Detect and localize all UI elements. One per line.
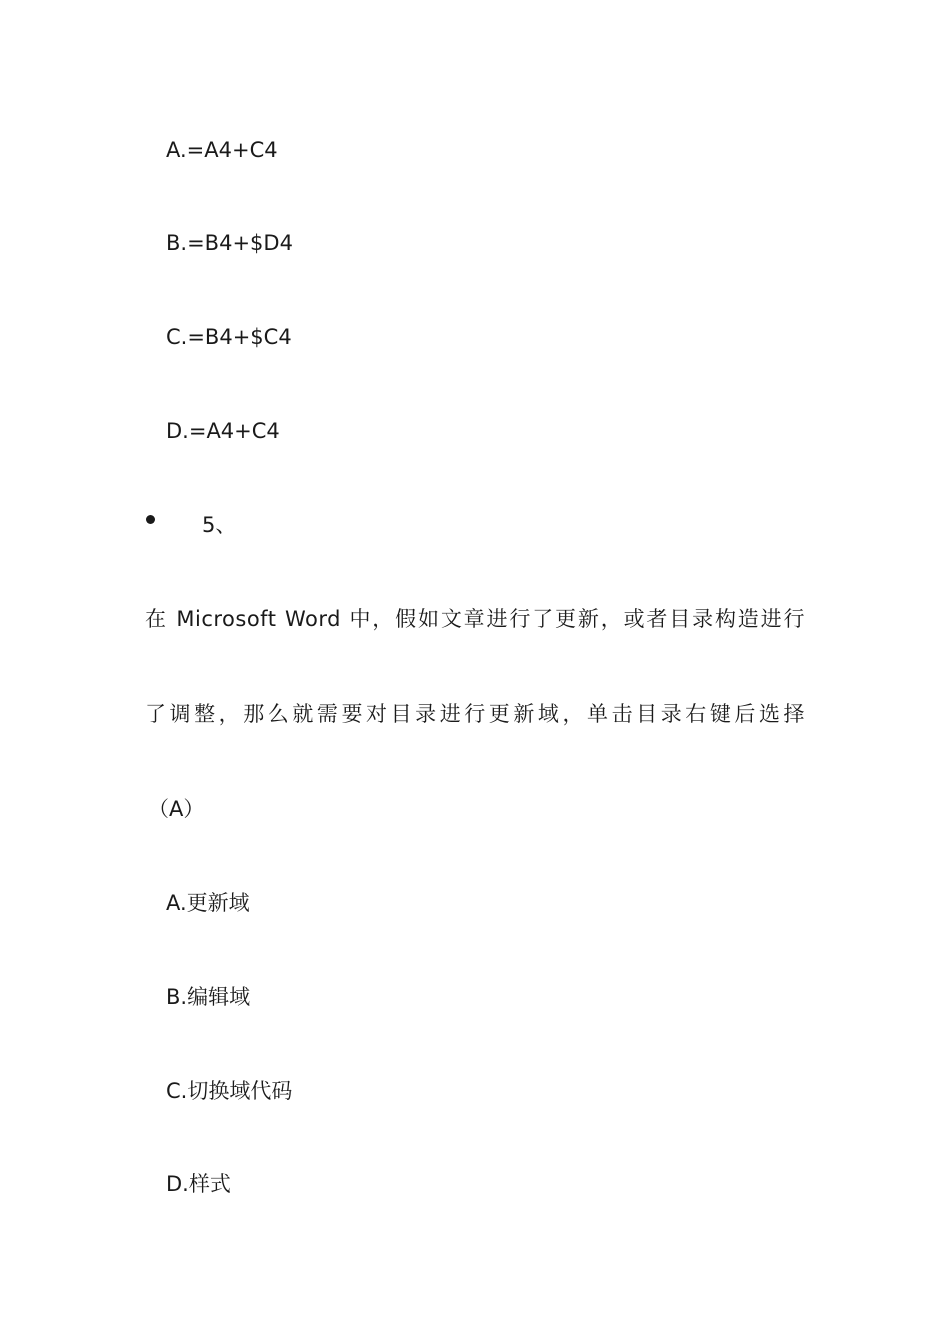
- question-stem-line-2: 了调整，那么就需要对目录进行更新域，单击目录右键后选择: [145, 702, 805, 726]
- option-b: B.=B4+$D4: [166, 231, 293, 255]
- option-d: D.样式: [166, 1172, 231, 1196]
- question-stem-line-1: 在 Microsoft Word 中，假如文章进行了更新，或者目录构造进行: [145, 607, 805, 631]
- option-c: C.=B4+$C4: [166, 325, 292, 349]
- option-a: A.更新域: [166, 891, 250, 915]
- option-b: B.编辑域: [166, 985, 251, 1009]
- option-c: C.切换域代码: [166, 1079, 293, 1103]
- bullet-icon: [146, 515, 155, 524]
- option-a: A.=A4+C4: [166, 138, 278, 162]
- answer-label: （A）: [148, 797, 205, 821]
- question-number: 5、: [202, 513, 237, 537]
- option-d: D.=A4+C4: [166, 419, 280, 443]
